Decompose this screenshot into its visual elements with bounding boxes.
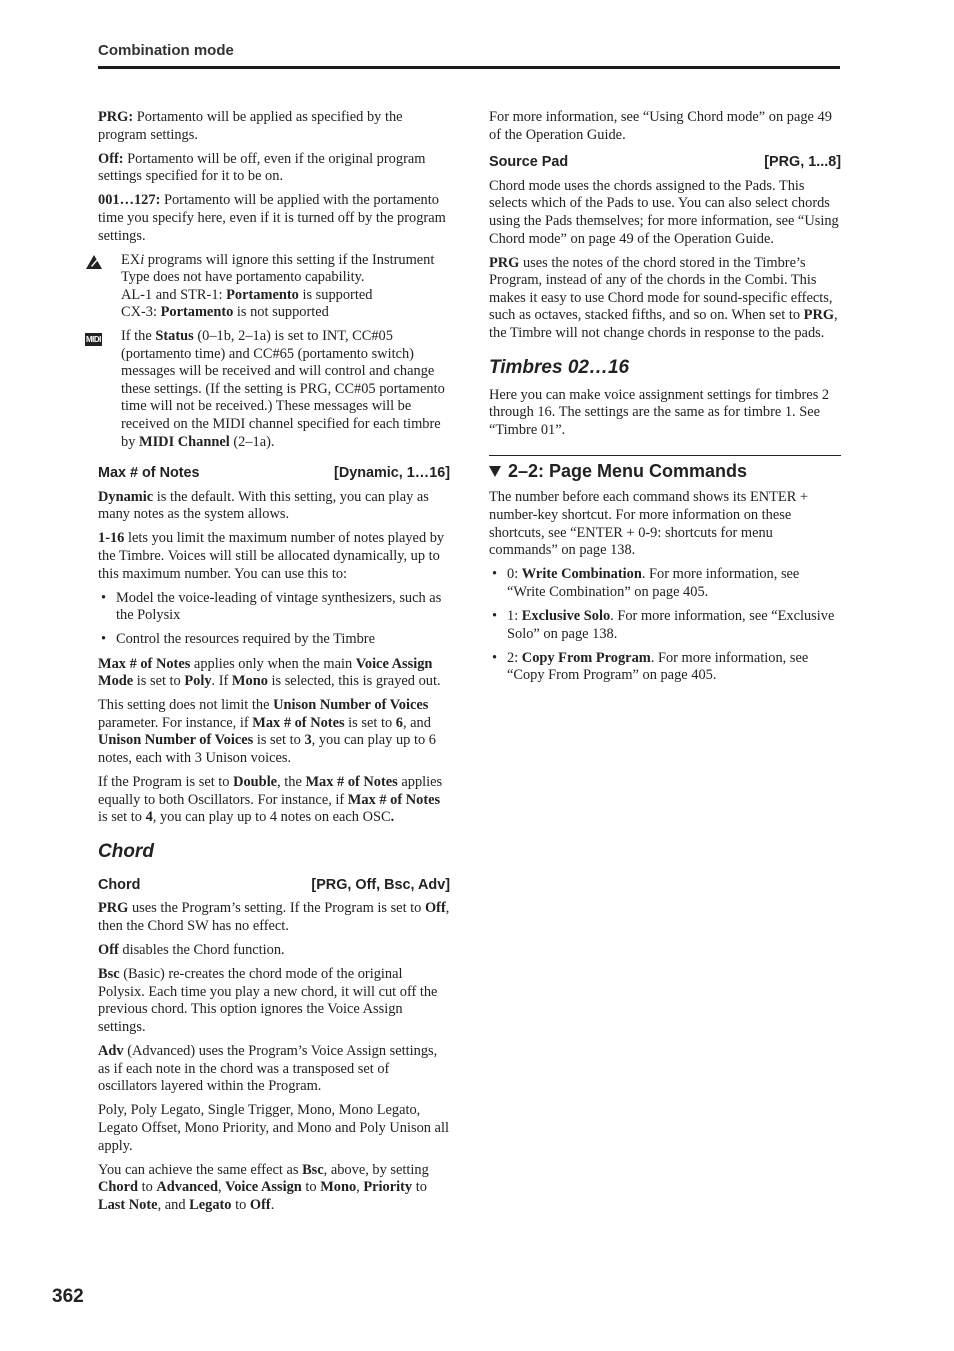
- chord-same-effect-paragraph: You can achieve the same effect as Bsc, above, by setting Chord to Advanced, Voice Assign to Mono, Priority to Last Note, and Legato to Off.: [98, 1161, 429, 1213]
- timbres-paragraph: Here you can make voice assignment settings for timbres 2 through 16. The settings are the same as for timbre 1. See “Timbre 01”.: [489, 386, 830, 438]
- chord-prg-paragraph: PRG uses the Program’s setting. If the Program is set to Off, then the Chord SW has no effect.: [98, 900, 450, 935]
- header-rule: [98, 66, 840, 69]
- list-item: • 2: Copy From Program. For more information, see “Copy From Program” on page 405.: [489, 650, 841, 685]
- list-item: • 1: Exclusive Solo. For more information, see “Exclusive Solo” on page 138.: [489, 608, 841, 643]
- running-header: Combination mode: [98, 42, 234, 59]
- max-notes-bullets: [98, 590, 450, 649]
- range-paragraph: 001…127: Portamento will be applied with the portamento time you specify here, even if it is turned off by the program settings.: [98, 192, 446, 244]
- midi-note: [86, 328, 450, 451]
- caution-note: [98, 252, 450, 322]
- voice-assign-paragraph: Max # of Notes applies only when the main Voice Assign Mode is set to Poly. If Mono is selected, this is grayed out.: [98, 655, 441, 690]
- chord-heading: Chord: [98, 840, 154, 862]
- chord-modes-paragraph: Poly, Poly Legato, Single Trigger, Mono, Mono Legato, Legato Offset, Mono Priority, and Mono and Poly Unison all apply.: [98, 1102, 449, 1154]
- unison-paragraph: This setting does not limit the Unison Number of Voices parameter. For instance, if Max # of Notes is set to 6, and Unison Number of Voices is set to 3, you can play up to 6 notes, each with 3 Unison voices.: [98, 697, 436, 766]
- midi-note-text: If the Status (0–1b, 2–1a) is set to INT, CC#05 (portamento time) and CC#65 (portamento switch) messages will be received and will control and change these settings. (If the setting is PRG, CC#05 portamento time will not be received.) These messages will be received on the MIDI channel specified for each timbre by MIDI Channel (2–1a).: [121, 328, 445, 450]
- param-max-notes: Max # of Notes [Dynamic, 1…16]: [98, 465, 450, 482]
- chord-adv-paragraph: Adv (Advanced) uses the Program’s Voice Assign settings, as if each note in the chord was a transposed set of oscillators layered within the Program.: [98, 1043, 438, 1095]
- triangle-down-icon: [489, 466, 501, 477]
- page-number: 362: [52, 1286, 84, 1307]
- prg-paragraph: PRG: Portamento will be applied as specified by the program settings.: [98, 109, 403, 143]
- timbres-heading: Timbres 02…16: [489, 356, 630, 378]
- source-pad-prg-paragraph: PRG uses the notes of the chord stored in the Timbre’s Program, instead of any of the chords in the Combi. This makes it easy to use Chord mode for sound-specific effects, such as octaves, stacked fifths, and so on. When set to PRG, the Timbre will not change chords in response to the pads.: [489, 254, 838, 342]
- menu-intro-paragraph: The number before each command shows its ENTER + number-key shortcut. For more information on these shortcuts, see “ENTER + 0-9: shortcuts for menu commands” on page 138.: [489, 489, 809, 559]
- midi-icon: MIDI: [86, 335, 101, 345]
- range-1-16-paragraph: 1-16 lets you limit the maximum number of notes played by the Timbre. Voices will still be allocated dynamically, up to this maximum number. You can use this to:: [98, 530, 445, 582]
- dynamic-paragraph: Dynamic is the default. With this setting, you can play as many notes as the system allows.: [98, 488, 429, 523]
- page-menu-heading: 2–2: Page Menu Commands: [489, 459, 841, 483]
- section-rule: [489, 455, 841, 456]
- chord-info-paragraph: For more information, see “Using Chord mode” on page 49 of the Operation Guide.: [489, 109, 832, 143]
- list-item: • Control the resources required by the Timbre: [98, 631, 450, 649]
- source-pad-paragraph: Chord mode uses the chords assigned to the Pads. This selects which of the Pads to use. You can also select chords using the Pads themselves; for more information, see “Using Chord mode” on page 49 of the Operation Guide.: [489, 177, 839, 247]
- caution-note-text: EXi programs will ignore this setting if the Instrument Type does not have portamento capability. AL-1 and STR-1: Portamento is supported CX-3: Portamento is not supported: [121, 251, 435, 321]
- list-item: • 0: Write Combination. For more information, see “Write Combination” on page 405.: [489, 566, 841, 601]
- param-chord: Chord [PRG, Off, Bsc, Adv]: [98, 876, 450, 893]
- chord-bsc-paragraph: Bsc (Basic) re-creates the chord mode of the original Polysix. Each time you play a new chord, it will cut off the previous chord. This option ignores the Voice Assign settings.: [98, 966, 438, 1036]
- off-paragraph: Off: Portamento will be off, even if the original program settings specified for it to be on.: [98, 150, 426, 185]
- caution-pencil-icon: [85, 252, 103, 322]
- left-column: [86, 109, 450, 1214]
- right-column: [489, 109, 841, 691]
- param-source-pad: Source Pad [PRG, 1...8]: [489, 154, 841, 171]
- menu-command-list: [489, 566, 841, 685]
- chord-off-paragraph: Off disables the Chord function.: [98, 942, 285, 959]
- double-paragraph: If the Program is set to Double, the Max # of Notes applies equally to both Oscillators. For instance, if Max # of Notes is set to 4, you can play up to 4 notes on each OSC.: [98, 774, 443, 826]
- list-item: • Model the voice-leading of vintage synthesizers, such as the Polysix: [98, 590, 450, 625]
